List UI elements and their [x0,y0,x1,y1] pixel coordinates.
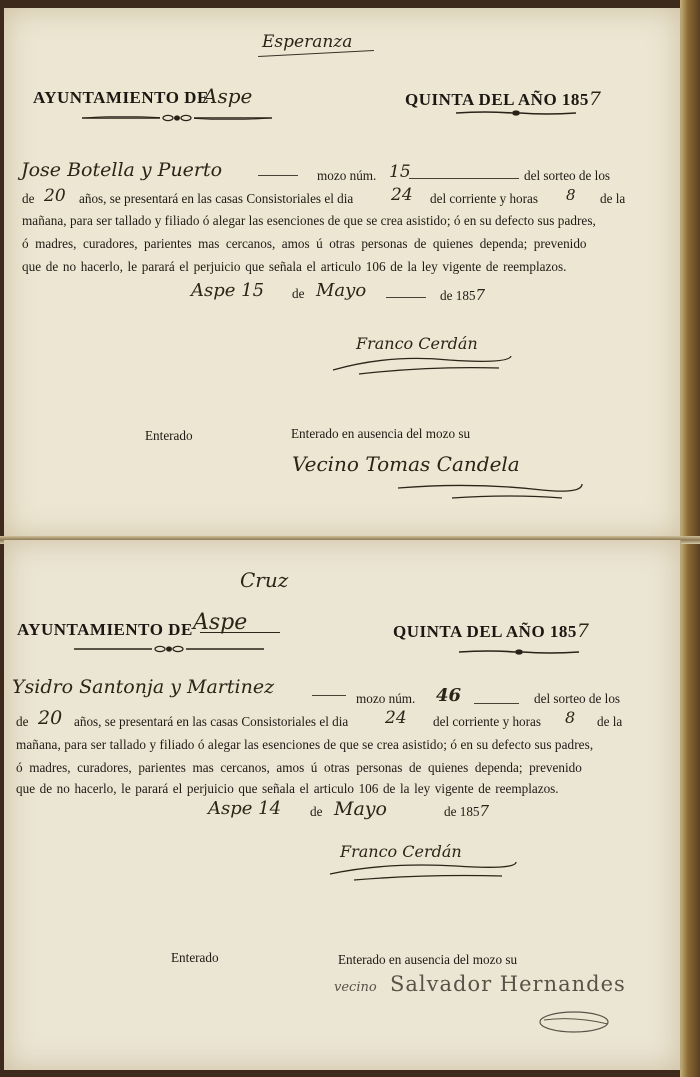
signature-flourish [326,854,526,884]
de-label-2: de [292,286,305,301]
text-line-4: ó madres, curadores, parientes mas cercanos, amos ú otras personas de quienes dependa; prevenido [16,760,582,775]
heading-quinta: QUINTA DEL AÑO 1857 [393,620,590,642]
age-value: 20 [38,707,63,729]
heading-ayuntamiento: AYUNTAMIENTO DE [17,620,193,639]
blank-line [312,695,346,696]
heading-quinta: QUINTA DEL AÑO 1857 [405,88,602,110]
mozo-label: mozo núm. [356,691,416,706]
de-label: de [22,191,35,206]
text-line-5: que de no hacerlo, le parará el perjuicio que señala el articulo 106 de la ley vigente de reemplazos. [16,781,559,796]
text-line-2b: del corriente y horas [433,714,542,729]
blank-line [409,178,519,179]
text-line-2c: de la [600,191,626,206]
enterado-label: Enterado [171,950,219,965]
town-underline [200,632,280,633]
annotation-name: Esperanza [262,32,353,52]
enterado-ausencia-label: Enterado en ausencia del mozo su [338,952,518,967]
de-label-2: de [310,804,323,819]
vecino-flourish [392,474,592,504]
ornament-rule-left [82,114,272,122]
text-line-3: mañana, para ser tallado y filiado ó alegar las esenciones de que se crea asistido; ó en su defecto sus padres, [16,737,594,752]
form-sheet-top [4,8,681,538]
official-signature: Franco Cerdán [340,842,462,861]
day-value: 24 [385,708,407,728]
town-name: Aspe [203,84,253,108]
year-label: de 1857 [444,802,490,820]
text-line-5: que de no hacerlo, le parará el perjuicio que señala el articulo 106 de la ley vigente de reemplazos. [22,259,567,274]
day-value: 24 [391,185,413,205]
vecino-label: vecino [334,980,377,995]
de-label: de [16,714,29,729]
place-date: Aspe 14 [208,798,282,819]
enterado-label: Enterado [145,428,193,443]
conscript-name: Ysidro Santonja y Martinez [12,676,275,698]
month-value: Mayo [334,798,387,820]
mozo-number: 46 [436,685,462,706]
mozo-number: 15 [389,162,411,182]
town-name: Aspe [193,610,248,635]
blank-line [474,703,519,704]
vecino-flourish [534,1006,624,1038]
hour-value: 8 [566,186,576,204]
text-line-2b: del corriente y horas [430,191,539,206]
place-date: Aspe 15 [191,280,265,301]
blank-line [258,175,298,176]
mozo-label: mozo núm. [317,168,377,183]
heading-ayuntamiento: AYUNTAMIENTO DE [33,88,209,107]
vecino-signature: Salvador Hernandes [390,972,626,996]
vecino-signature: Vecino Tomas Candela [292,452,520,476]
text-line-2a: años, se presentará en las casas Consistoriales el dia [79,191,354,206]
ornament-rule-left [74,645,264,653]
conscript-name: Jose Botella y Puerto [21,159,223,181]
year-label: de 1857 [440,286,486,304]
ornament-rule-right [456,109,576,117]
annotation-name: Cruz [240,568,289,592]
sorteo-label: del sorteo de los [524,168,611,183]
enterado-ausencia-label: Enterado en ausencia del mozo su [291,426,471,441]
text-line-2c: de la [597,714,623,729]
hour-value: 8 [565,708,576,727]
text-line-3: mañana, para ser tallado y filiado ó alegar las esenciones de que se crea asistido; ó en su defecto sus padres, [22,213,596,228]
signature-flourish [329,348,519,378]
age-value: 20 [44,186,66,206]
sorteo-label: del sorteo de los [534,691,621,706]
form-sheet-bottom [4,540,681,1070]
ornament-rule-right [459,648,579,656]
month-value: Mayo [316,280,367,301]
official-signature: Franco Cerdán [356,334,478,353]
blank-line [386,297,426,298]
text-line-4: ó madres, curadores, parientes mas cercanos, amos ú otras personas de quienes dependa; prevenido [22,236,587,251]
text-line-2a: años, se presentará en las casas Consistoriales el dia [74,714,349,729]
